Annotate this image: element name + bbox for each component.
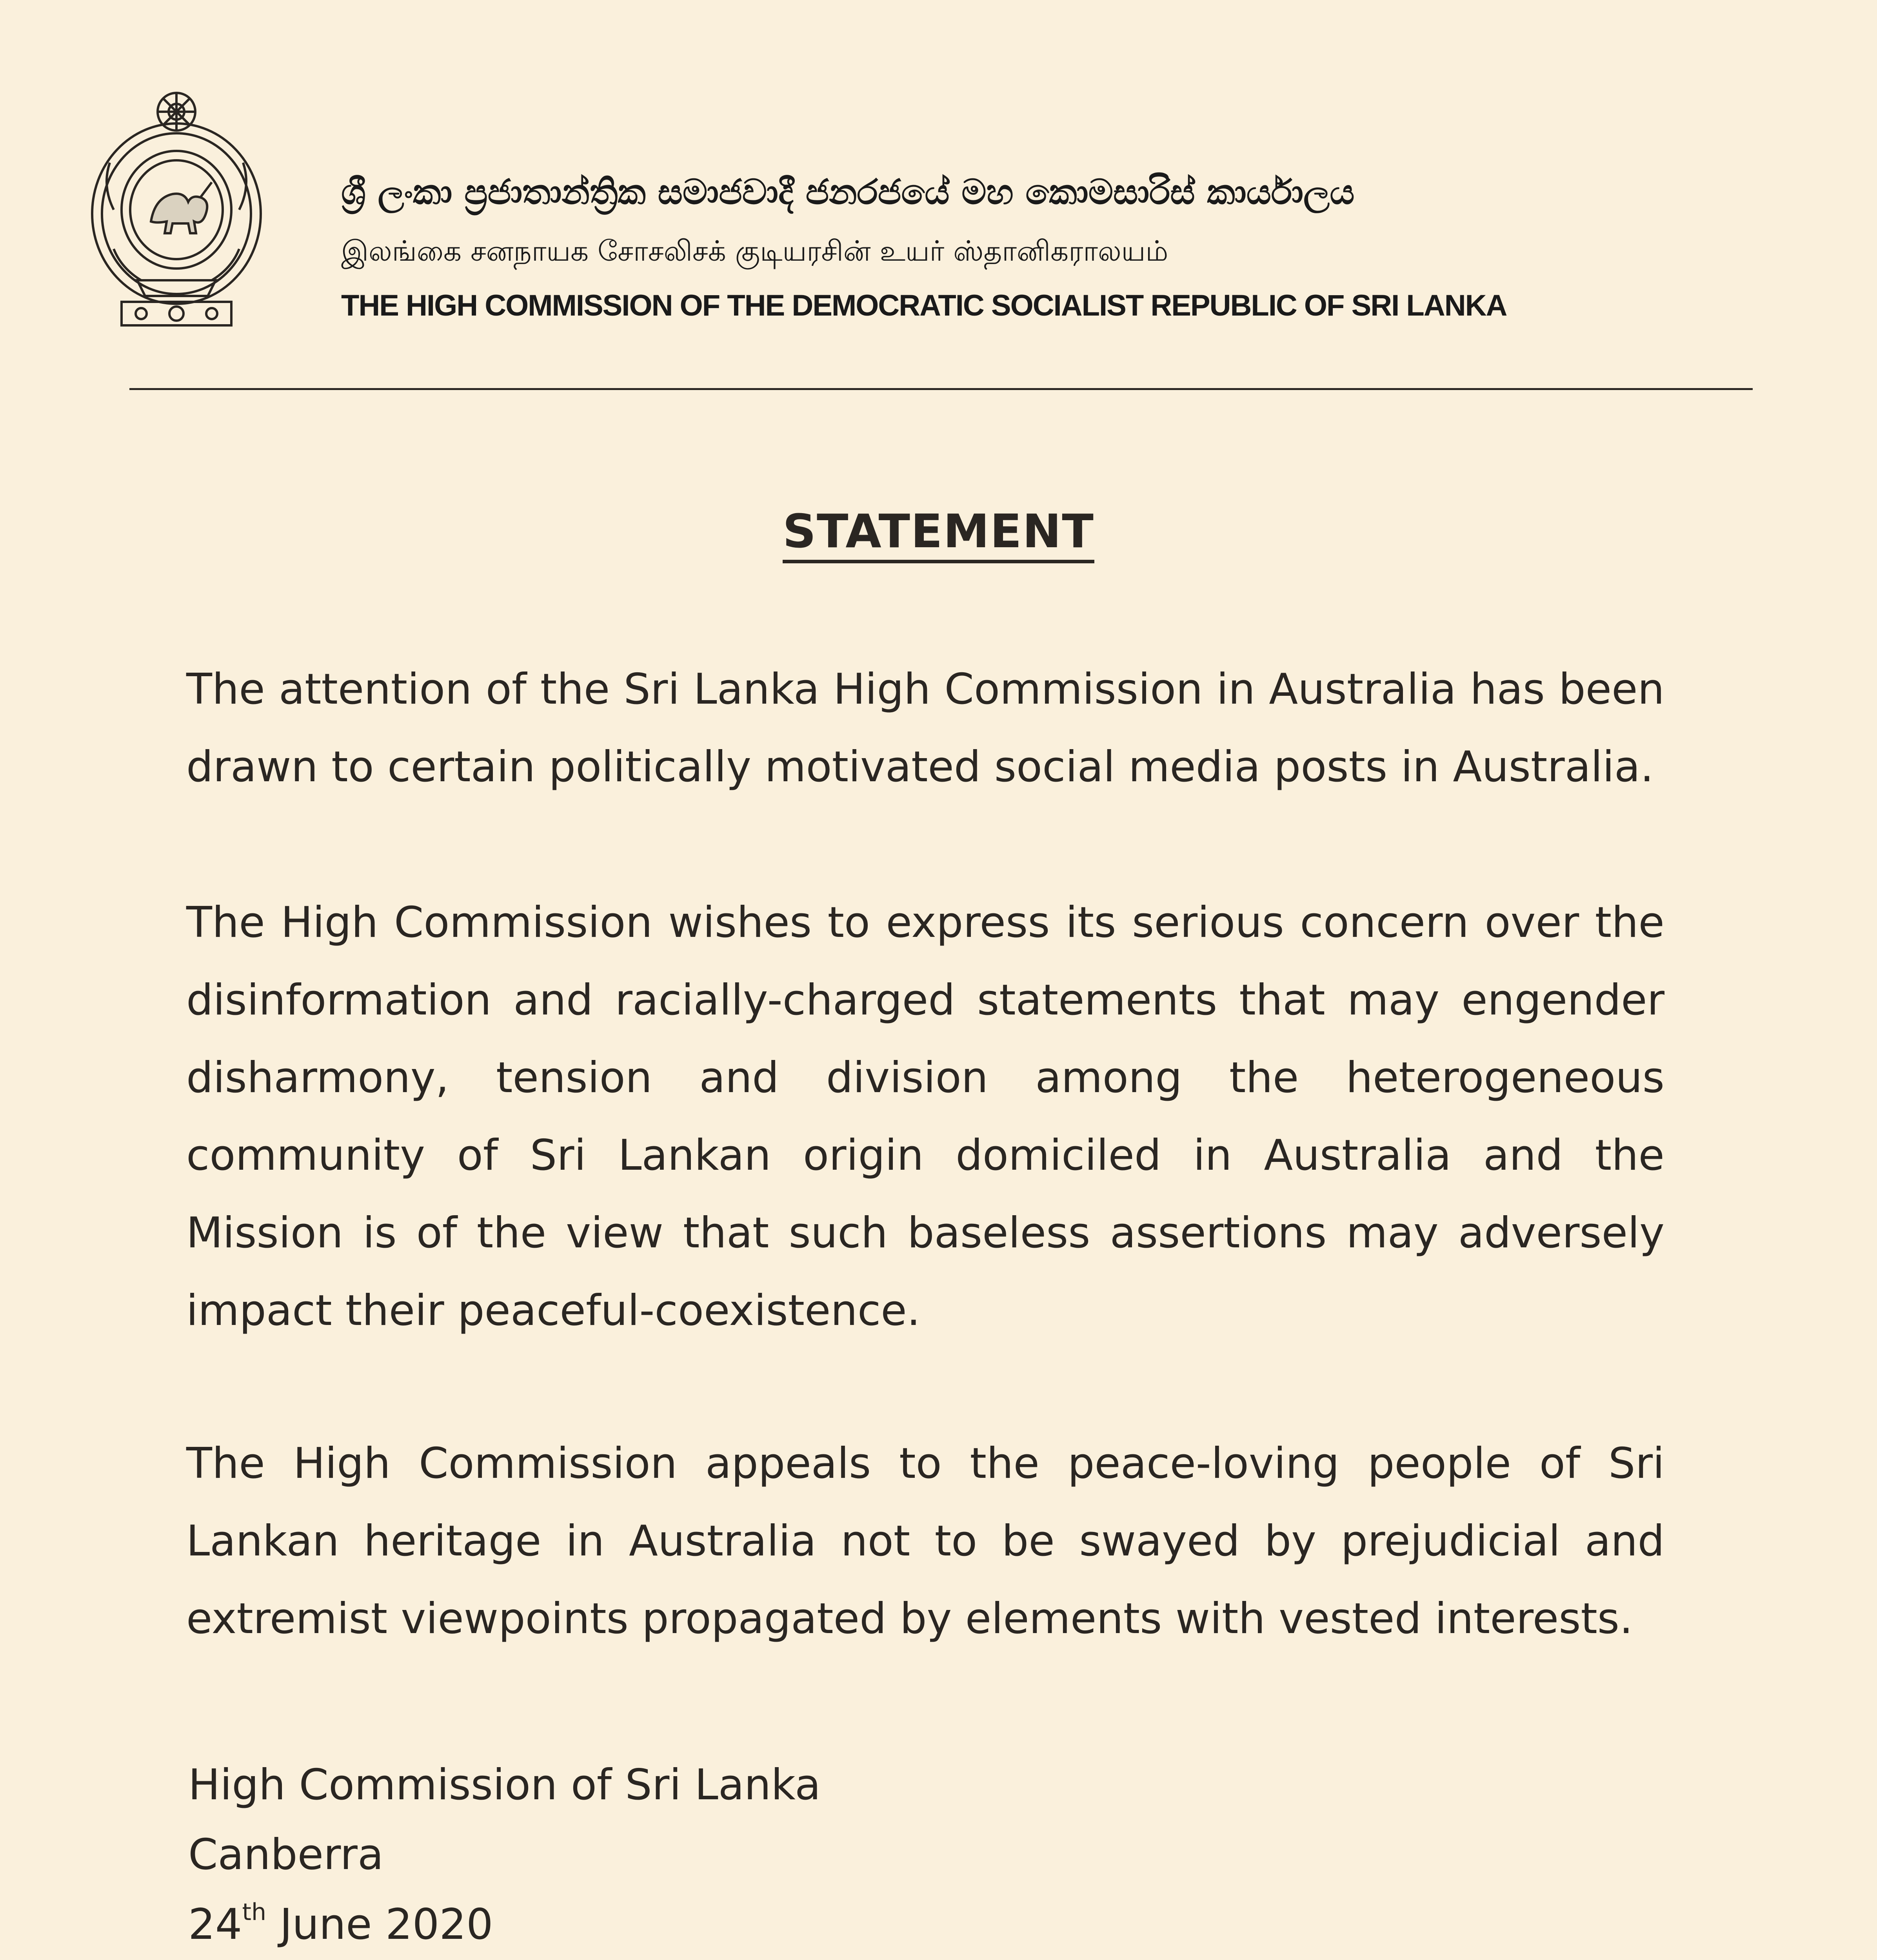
- statement-paragraph-3: The High Commission appeals to the peace-loving people of Sri Lankan heritage in Australia not to be swayed by prejudicial and extremist viewpoints propagated by elements with vested interests.: [186, 1439, 1664, 1643]
- statement-paragraph-1: The attention of the Sri Lanka High Commission in Australia has been drawn to certain politically motivated social media posts in Australia.: [186, 665, 1664, 791]
- signature-city: Canberra: [188, 1830, 384, 1879]
- letterhead: [341, 169, 1506, 325]
- page-title: [0, 504, 1877, 559]
- statement-paragraph-2: The High Commission wishes to express its serious concern over the disinformation and racially-charged statements that may engender disharmony, tension and division among the heterogeneous community of Sri Lankan origin domiciled in Australia and the Mission is of the view that such baseless assertions may adversely impact their peaceful-coexistence.: [186, 898, 1664, 1335]
- letterhead-tamil: இலங்கை சனநாயக சோசலிசக் குடியரசின் உயர் ஸ்தானிகராலயம்: [341, 234, 1168, 267]
- date-suffix: th: [242, 1898, 266, 1926]
- statement-title: STATEMENT: [783, 504, 1094, 563]
- header-divider: [129, 388, 1753, 390]
- signature-date: [188, 1890, 821, 1960]
- date-day: 24: [188, 1900, 242, 1949]
- date-rest: June 2020: [266, 1900, 493, 1949]
- sri-lanka-emblem-icon: [86, 84, 267, 335]
- signature-block: [188, 1750, 821, 1960]
- signature-org: High Commission of Sri Lanka: [188, 1760, 821, 1809]
- letterhead-english: THE HIGH COMMISSION OF THE DEMOCRATIC SOCIALIST REPUBLIC OF SRI LANKA: [341, 289, 1507, 322]
- letterhead-sinhala: ශ්‍රී ලංකා ප්‍රජාතාන්ත්‍රික සමාජවාදී ජනරජයේ මහ කොමසාරිස් කාර්යාලය: [341, 172, 1355, 212]
